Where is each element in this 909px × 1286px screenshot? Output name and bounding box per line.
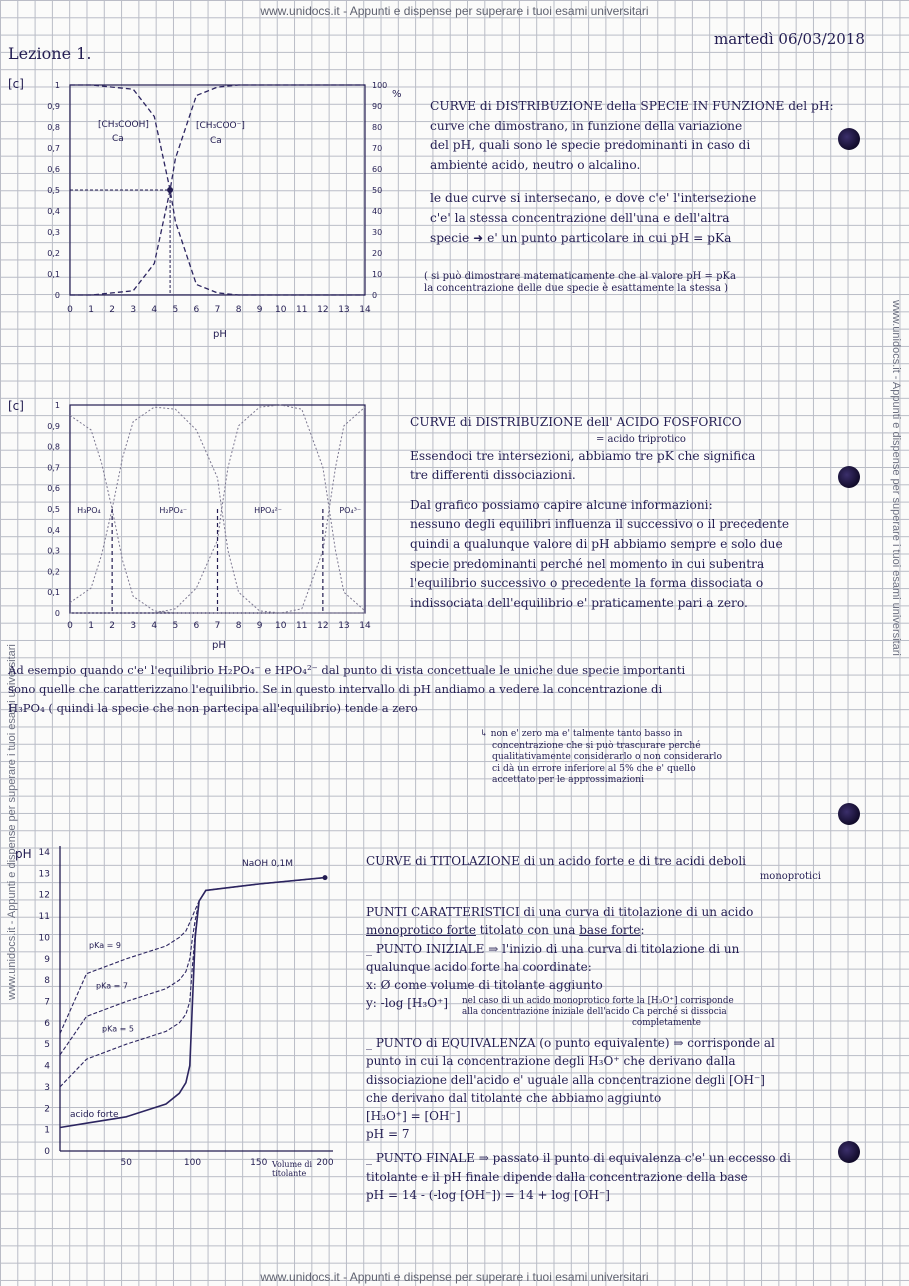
punch-hole <box>838 466 860 488</box>
section1-line: curve che dimostrano, in funzione della variazione <box>430 118 743 133</box>
section3-heading2: monoprotici <box>759 871 821 883</box>
example-line: sono quelle che caratterizzano l'equilibrio. Se in questo intervallo di pH andiamo a vedere la concentrazione di <box>8 682 663 696</box>
chart2-x-tick: 0 <box>67 621 73 631</box>
titration-chart <box>0 838 360 1178</box>
chart1-frame <box>70 85 365 295</box>
section3-line: pH = 14 - (-log [OH⁻]) = 14 + log [OH⁻] <box>366 1187 610 1202</box>
watermark-right: www.unidocs.it - Appunti e dispense per superare i tuoi esami universitari <box>890 300 902 656</box>
chart3-y-tick: 12 <box>38 890 50 901</box>
chart3-x-label-line1: Volume di <box>272 1160 313 1169</box>
chart1-y-tick: 0,7 <box>47 144 60 153</box>
chart1-y2-tick: 20 <box>372 249 383 258</box>
chart3-y-tick: 0 <box>44 1147 50 1157</box>
chart1-y-tick: 0,5 <box>47 186 60 195</box>
chart2-species-label: PO₄³⁻ <box>339 506 362 515</box>
chart2-y-tick: 0,4 <box>47 525 60 535</box>
section2-line: tre differenti dissociazioni. <box>410 468 576 483</box>
chart3-x-tick: 150 <box>250 1158 268 1168</box>
init-y-note-line: alla concentrazione iniziale dell'acido Ca perché si dissocia <box>462 1007 727 1018</box>
chart1-x-tick: 12 <box>317 305 329 315</box>
chart2-species-label: HPO₄²⁻ <box>254 506 282 515</box>
section2-line: l'equilibrio successivo o precedente la forma dissociata o <box>410 576 764 591</box>
chart1-y2-tick: 30 <box>372 228 383 237</box>
chart1-y-tick: 0,1 <box>47 270 60 279</box>
chart3-y-tick: 14 <box>38 848 50 858</box>
section2-line: indissociata dell'equilibrio e' praticamente pari a zero. <box>410 595 748 610</box>
chart3-y-tick: 7 <box>44 997 50 1008</box>
section2-line: quindi a qualunque valore di pH abbiamo sempre e solo due <box>410 536 783 551</box>
chart1-right-unit: % <box>392 89 402 100</box>
chart2-x-tick: 8 <box>235 621 242 631</box>
chart2-x-tick: 4 <box>151 621 158 631</box>
chart1-curve-label-1b: Ca <box>112 134 124 144</box>
chart3-y-tick: 11 <box>38 912 50 923</box>
chart3-y-tick: 5 <box>44 1040 50 1051</box>
chart2-x-tick: 12 <box>317 621 329 631</box>
chart1-y2-tick: 90 <box>372 102 383 111</box>
chart1-curve-label-1: [CH₃COOH] <box>98 120 149 130</box>
section3-line: dissociazione dell'acido e' uguale alla concentrazione degli [OH⁻] <box>366 1072 765 1087</box>
example-note-line: ci dà un errore inferiore al 5% che e' quello <box>492 762 696 774</box>
chart2-y-tick: 0,9 <box>47 421 60 431</box>
example-note-line: concentrazione che si può trascurare perché <box>492 739 701 751</box>
section1-line: del pH, quali sono le specie predominanti in caso di <box>430 138 751 153</box>
chart2-y-tick: 0,7 <box>47 463 60 473</box>
section1-heading: CURVE di DISTRIBUZIONE della SPECIE IN FUNZIONE del pH: <box>430 99 834 113</box>
example-line: Ad esempio quando c'e' l'equilibrio H₂PO₄⁻ e HPO₄²⁻ dal punto di vista concettuale le uniche due specie importanti <box>8 663 686 677</box>
chart3-y-tick: 8 <box>44 976 50 987</box>
watermark-bottom: www.unidocs.it - Appunti e dispense per superare i tuoi esami universitari <box>260 1270 649 1284</box>
init-y-note-line: completamente <box>632 1018 701 1029</box>
chart2-left-label: [c] <box>8 399 24 413</box>
section2-heading: CURVE di DISTRIBUZIONE dell' ACIDO FOSFORICO <box>410 415 742 429</box>
chart3-y-label: pH <box>15 847 32 861</box>
section3-line: _ PUNTO INIZIALE ⇒ l'inizio di una curva di titolazione di un <box>366 941 740 956</box>
chart3-x-label-block <box>272 1160 312 1178</box>
chart1-y2-tick: 80 <box>372 123 383 132</box>
chart2-x-tick: 3 <box>130 621 137 631</box>
chart1-y2-tick: 10 <box>372 270 383 279</box>
chart3-y-tick: 10 <box>38 933 50 944</box>
section1-note-line: la concentrazione delle due specie è esattamente la stessa ) <box>424 283 729 294</box>
chart1-x-label: pH <box>213 329 227 340</box>
section3-heading: CURVE di TITOLAZIONE di un acido forte e di tre acidi deboli <box>366 854 747 868</box>
chart3-y-tick: 4 <box>44 1061 50 1072</box>
init-y-value: y: -log [H₃O⁺] <box>366 996 449 1011</box>
chart3-y-tick: 13 <box>38 869 50 880</box>
chart2-y-tick: 0,6 <box>47 484 60 494</box>
section3-line: qualunque acido forte ha coordinate: <box>366 959 592 974</box>
chart3-acid-label: acido forte <box>70 1110 119 1120</box>
chart3-y-tick: 9 <box>44 954 50 965</box>
chart2-x-tick: 14 <box>359 621 371 631</box>
chart1-x-tick: 13 <box>338 305 350 315</box>
chart1-series-line <box>70 85 365 295</box>
chart1-x-tick: 7 <box>214 305 221 315</box>
chart3-x-tick: 200 <box>316 1158 334 1168</box>
chart3-base-label: NaOH 0,1M <box>242 859 294 869</box>
chart1-y-tick: 0,8 <box>47 123 60 132</box>
chart1-y-tick: 0,3 <box>47 228 60 237</box>
lesson-title: Lezione 1. <box>8 44 92 63</box>
section1 <box>430 97 840 248</box>
chart1-x-tick: 6 <box>193 305 200 315</box>
chart1-y2-tick: 70 <box>372 144 383 153</box>
chart2-y-tick: 1 <box>54 401 60 410</box>
chart3-y-tick: 2 <box>44 1104 50 1115</box>
example-paragraph <box>8 661 903 718</box>
chart1-x-tick: 1 <box>88 305 94 315</box>
punch-hole <box>838 1141 860 1163</box>
date: martedì 06/03/2018 <box>714 30 865 48</box>
chart2-x-tick: 5 <box>172 621 179 631</box>
chart2-series-line <box>70 415 365 613</box>
section3-line: pH = 7 <box>366 1127 410 1142</box>
init-y-note-line: nel caso di un acido monoprotico forte la [H₃O⁺] corrisponde <box>462 996 734 1007</box>
chart3-y-tick: 6 <box>44 1018 50 1029</box>
chart1-y-tick: 0,6 <box>47 165 60 174</box>
chart2-y-tick: 0,5 <box>47 505 60 514</box>
init-y-note <box>462 996 842 1029</box>
chart3-y-tick: 1 <box>44 1125 50 1136</box>
section3-init-y <box>366 994 821 1034</box>
chart1-x-tick: 4 <box>151 305 158 315</box>
ptitle-mid: titolato con una <box>475 923 580 938</box>
section2-line: specie predominanti perché nel momento in cui subentra <box>410 556 765 571</box>
chart2-y-tick: 0 <box>54 609 60 618</box>
section2-line: nessuno degli equilibri influenza il successivo o il precedente <box>410 517 790 532</box>
ptitle-colon: : <box>640 923 645 938</box>
example-note-line: qualitativamente considerarlo o non considerarlo <box>492 751 722 762</box>
chart1-curve-label-2: [CH₃COO⁻] <box>196 121 245 131</box>
chart3-y-tick: 3 <box>44 1082 50 1093</box>
chart1-x-tick: 9 <box>256 305 263 315</box>
chart3-end-point <box>323 875 328 880</box>
chart2-y-tick: 0,1 <box>47 588 60 598</box>
chart1-intersection-point <box>167 187 173 193</box>
chart2-y-tick: 0,3 <box>47 546 60 556</box>
section2-line: Essendoci tre intersezioni, abbiamo tre pK che significa <box>410 448 756 463</box>
ptitle-monoprotico: monoprotico forte <box>366 923 476 938</box>
chart1-left-label: [c] <box>8 77 24 91</box>
chart2-x-label: pH <box>212 640 226 651</box>
chart3-pka-label: pKa = 9 <box>89 941 121 951</box>
section3-line: punto in cui la concentrazione degli H₃O⁺ che derivano dalla <box>366 1054 736 1069</box>
chart2-x-tick: 10 <box>274 621 287 631</box>
chart1-y-tick: 1 <box>54 81 60 90</box>
section1-line: specie ➜ e' un punto particolare in cui pH = pKa <box>430 230 732 245</box>
chart1-y-tick: 0,4 <box>47 207 60 216</box>
chart1-y2-tick: 0 <box>372 291 378 300</box>
chart3-series-line <box>60 878 325 1128</box>
chart1-y2-tick: 50 <box>372 186 383 195</box>
chart2-species-label: H₃PO₄ <box>77 506 101 515</box>
section3-line: che derivano dal titolante che abbiamo aggiunto <box>366 1090 662 1105</box>
section1-line: ambiente acido, neutro o alcalino. <box>430 157 641 172</box>
chart2-x-tick: 11 <box>296 621 308 631</box>
chart1-y-tick: 0 <box>54 291 60 300</box>
section2 <box>410 413 830 613</box>
chart2-x-tick: 9 <box>256 621 263 631</box>
chart1-x-tick: 2 <box>109 305 116 315</box>
chart1-y2-tick: 100 <box>372 81 388 90</box>
section3-line: _ PUNTO FINALE ⇒ passato il punto di equivalenza c'e' un eccesso di <box>366 1151 791 1166</box>
distribution-chart-phosphoric <box>0 393 400 653</box>
chart2-x-tick: 13 <box>338 621 350 631</box>
section1-note <box>424 271 844 295</box>
chart1-x-tick: 5 <box>172 305 179 315</box>
punch-hole <box>838 803 860 825</box>
section2-line: Dal grafico possiamo capire alcune informazioni: <box>410 497 713 512</box>
chart1-x-tick: 11 <box>296 305 308 315</box>
chart2-species-label: H₂PO₄⁻ <box>159 506 188 515</box>
chart3-pka-label: pKa = 5 <box>102 1024 134 1034</box>
chart1-x-tick: 0 <box>67 305 73 315</box>
watermark-left: www.unidocs.it - Appunti e dispense per superare i tuoi esami universitari <box>6 644 18 1000</box>
watermark-top: www.unidocs.it - Appunti e dispense per superare i tuoi esami universitari <box>260 4 649 18</box>
chart2-x-tick: 1 <box>88 621 94 631</box>
chart1-y-tick: 0,2 <box>47 249 60 258</box>
chart3-pka-label: pKa = 7 <box>96 981 128 991</box>
example-line: H₃PO₄ ( quindi la specie che non partecipa all'equilibrio) tende a zero <box>8 701 418 715</box>
section3-line: [H₃O⁺] = [OH⁻] <box>366 1109 461 1124</box>
chart1-x-tick: 8 <box>235 305 242 315</box>
section1-line: c'e' la stessa concentrazione dell'una e dell'altra <box>430 210 730 225</box>
ptitle-base: base forte <box>579 923 641 938</box>
section1-line: le due curve si intersecano, e dove c'e' l'intersezione <box>430 191 757 206</box>
chart1-y-tick: 0,9 <box>47 102 60 111</box>
section3-ptitle: PUNTI CARATTERISTICI di una curva di titolazione di un acido <box>366 905 754 920</box>
section2-sub: = acido triprotico <box>596 433 686 445</box>
chart1-curve-label-2b: Ca <box>210 136 222 146</box>
example-note-line: accettato per le approssimazioni <box>492 774 645 785</box>
chart2-x-tick: 6 <box>193 621 200 631</box>
chart1-x-tick: 10 <box>274 305 287 315</box>
chart3-x-label-line2: titolante <box>272 1169 307 1178</box>
chart1-series-line <box>70 85 365 295</box>
section3-line: _ PUNTO di EQUIVALENZA (o punto equivalente) ⇒ corrisponde al <box>366 1036 775 1051</box>
section3-line: titolante e il pH finale dipende dalla concentrazione della base <box>366 1169 748 1184</box>
example-note-line: ↳ non e' zero ma e' talmente tanto basso in <box>480 728 683 739</box>
chart2-x-tick: 2 <box>109 621 116 631</box>
section3 <box>366 852 821 1204</box>
section3-ptitle2 <box>366 921 821 939</box>
chart2-y-tick: 0,8 <box>47 442 60 452</box>
chart2-y-tick: 0,2 <box>47 567 60 577</box>
section1-note-line: ( si può dimostrare matematicamente che al valore pH = pKa <box>424 271 736 282</box>
chart3-x-tick: 100 <box>183 1158 202 1168</box>
chart3-x-tick: 50 <box>120 1158 132 1168</box>
chart1-x-tick: 14 <box>359 305 371 315</box>
chart1-y2-tick: 60 <box>372 165 383 174</box>
distribution-chart-acetic <box>0 75 400 345</box>
chart3-series-line <box>60 878 325 1055</box>
punch-hole <box>838 128 860 150</box>
chart2-x-tick: 7 <box>214 621 221 631</box>
chart1-x-tick: 3 <box>130 305 137 315</box>
section3-line: x: Ø come volume di titolante aggiunto <box>366 978 603 993</box>
example-note <box>480 728 820 786</box>
chart1-y2-tick: 40 <box>372 207 383 216</box>
